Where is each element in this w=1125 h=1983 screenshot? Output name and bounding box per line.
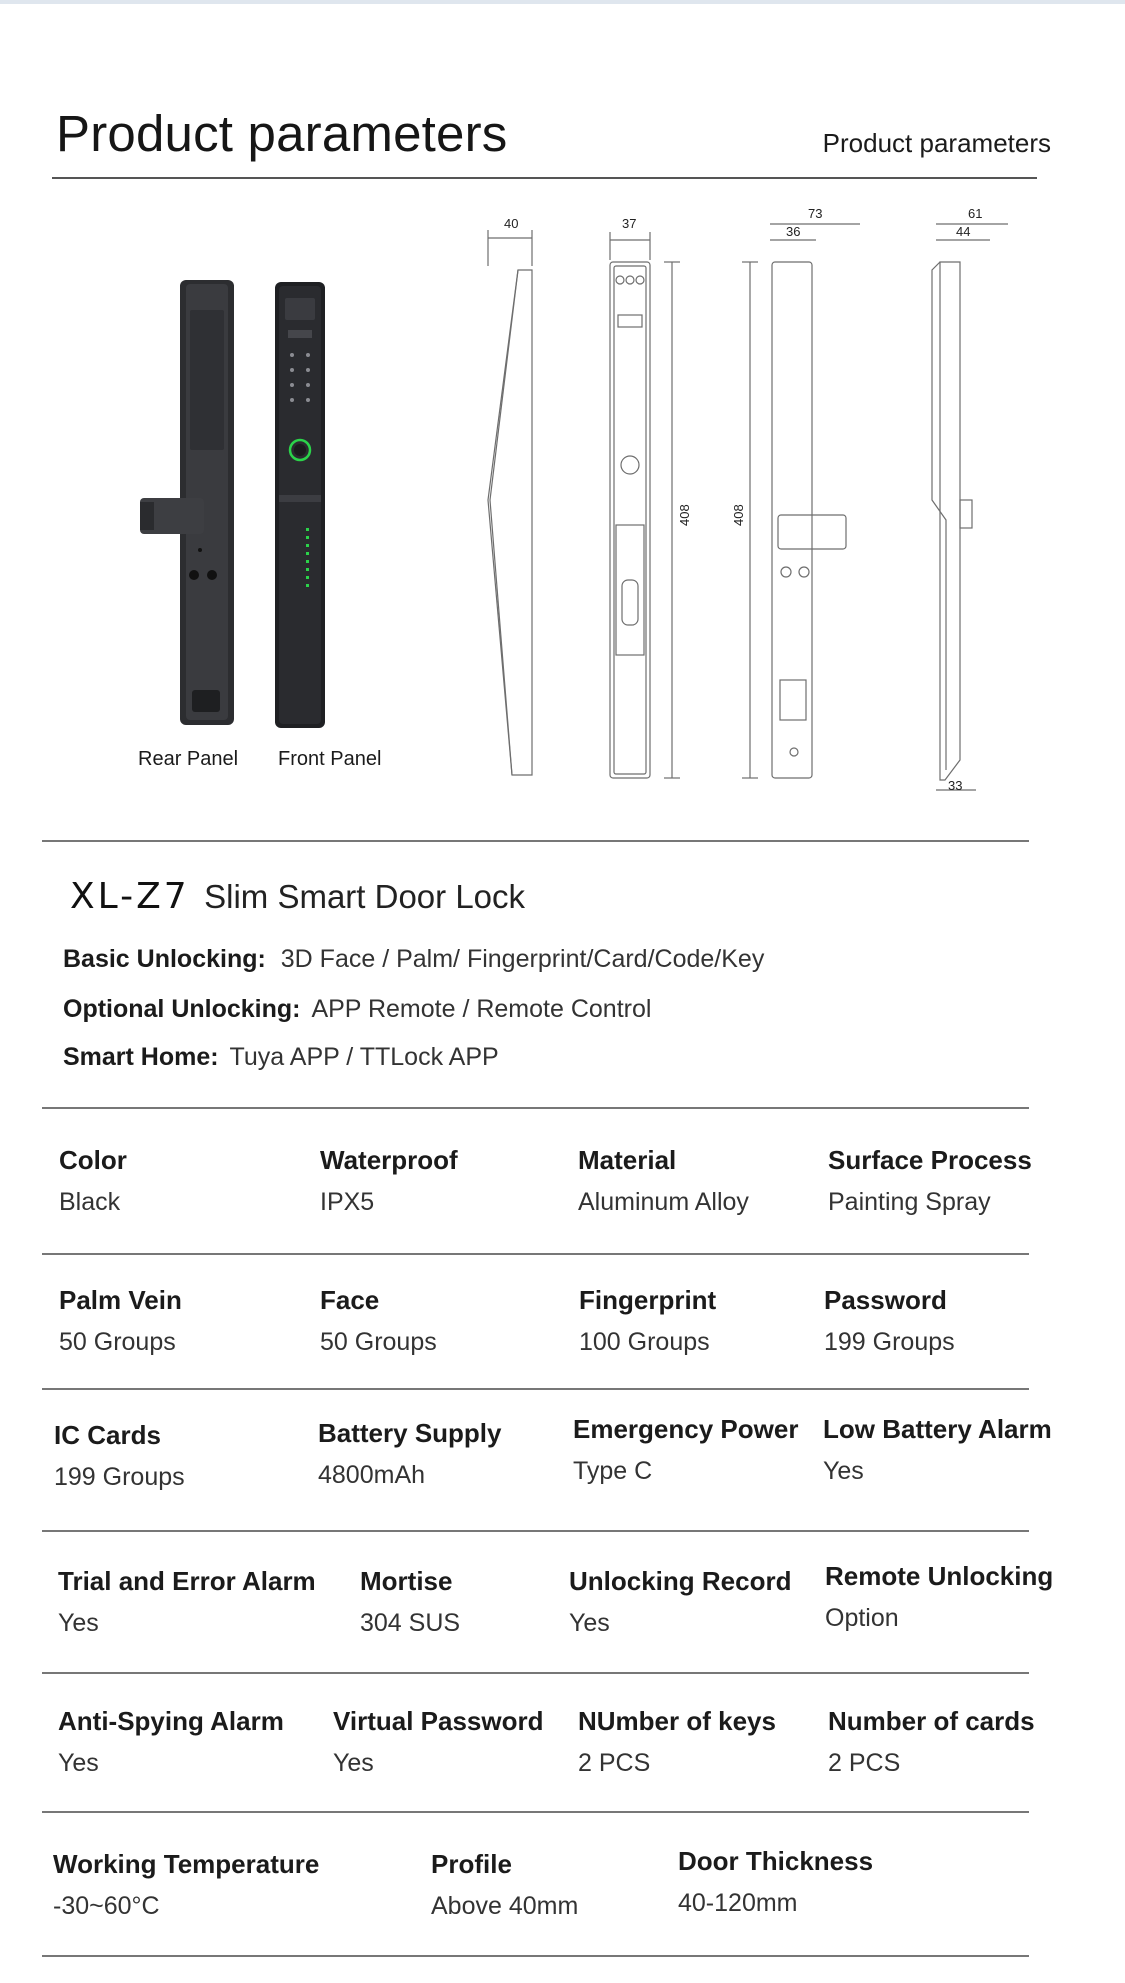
section-divider [42, 1107, 1029, 1109]
spec-value: Aluminum Alloy [578, 1188, 749, 1216]
dim-label-37: 37 [622, 216, 637, 231]
header-divider [52, 177, 1037, 179]
dim-label-33: 33 [948, 778, 963, 793]
spec-value: 199 Groups [54, 1463, 185, 1491]
spec-value: 2 PCS [828, 1749, 901, 1777]
spec-label: Profile [431, 1849, 512, 1879]
spec-value: 50 Groups [59, 1328, 176, 1356]
spec-label: Working Temperature [53, 1849, 320, 1879]
spec-value: Option [825, 1604, 899, 1632]
side-view-left [488, 230, 532, 775]
spec-label: Palm Vein [59, 1285, 182, 1315]
page-title: Product parameters [56, 105, 508, 162]
front-panel-caption: Front Panel [278, 748, 382, 770]
spec-profile [431, 1849, 578, 1921]
spec-fingerprint [579, 1285, 716, 1357]
front-view [610, 232, 680, 778]
spec-value: 304 SUS [360, 1609, 461, 1637]
rear-panel-caption: Rear Panel [138, 748, 239, 770]
spec-mortise [360, 1566, 460, 1638]
spec-value: 100 Groups [579, 1328, 710, 1356]
dim-label-44: 44 [956, 224, 971, 239]
model-name: Slim Smart Door Lock [204, 878, 526, 915]
dim-label-height-front: 408 [677, 504, 692, 526]
spec-value: 40-120mm [678, 1889, 798, 1917]
smart-home-value: Tuya APP / TTLock APP [229, 1043, 499, 1071]
spec-label: Waterproof [320, 1145, 458, 1175]
spec-label: Color [59, 1145, 127, 1175]
spec-label: Surface Process [828, 1145, 1032, 1175]
spec-battery-supply [318, 1418, 502, 1490]
model-heading [70, 876, 525, 917]
spec-label: NUmber of keys [578, 1706, 776, 1736]
spec-label: Emergency Power [573, 1414, 799, 1444]
spec-value: 50 Groups [320, 1328, 437, 1356]
spec-value: IPX5 [320, 1188, 375, 1216]
spec-value: Black [59, 1188, 121, 1216]
spec-label: Anti-Spying Alarm [58, 1706, 284, 1736]
spec-label: Battery Supply [318, 1418, 502, 1448]
spec-password [824, 1285, 955, 1357]
spec-number-of-cards [828, 1706, 1035, 1778]
spec-label: Material [578, 1145, 677, 1175]
spec-face [320, 1285, 437, 1357]
section-divider [42, 1955, 1029, 1957]
spec-remote-unlocking [825, 1561, 1053, 1633]
dim-label-61: 61 [968, 206, 983, 221]
spec-low-battery-alarm [823, 1414, 1052, 1486]
spec-unlocking-record [569, 1566, 791, 1638]
unlocking-basic-label: Basic Unlocking: [63, 945, 266, 973]
spec-label: Fingerprint [579, 1285, 717, 1315]
section-divider [42, 1811, 1029, 1813]
dim-label-height-back: 408 [731, 504, 746, 526]
page-subtitle: Product parameters [822, 128, 1051, 158]
spec-label: Number of cards [828, 1706, 1035, 1736]
spec-working-temperature [53, 1849, 319, 1921]
section-divider [42, 1388, 1029, 1390]
unlocking-optional-label: Optional Unlocking: [63, 995, 301, 1023]
unlocking-optional-value: APP Remote / Remote Control [311, 995, 652, 1023]
spec-color [59, 1145, 127, 1217]
spec-value: Yes [58, 1609, 99, 1637]
spec-value: Yes [823, 1457, 864, 1485]
spec-label: Face [320, 1285, 380, 1315]
spec-value: Above 40mm [431, 1892, 579, 1920]
spec-material [578, 1145, 749, 1217]
spec-door-thickness [678, 1846, 873, 1918]
smart-home [63, 1043, 499, 1072]
unlocking-basic [63, 945, 764, 974]
spec-ic-cards [54, 1420, 185, 1492]
spec-anti-spying-alarm [58, 1706, 284, 1778]
dim-label-36: 36 [786, 224, 801, 239]
front-panel-image [275, 282, 325, 728]
lock-product-photo [120, 270, 420, 740]
spec-emergency-power [573, 1414, 798, 1486]
model-code: XL-Z7 [70, 876, 190, 917]
spec-virtual-password [333, 1706, 544, 1778]
spec-label: Door Thickness [678, 1846, 874, 1876]
spec-label: Remote Unlocking [825, 1561, 1054, 1591]
back-view [742, 224, 860, 778]
unlocking-optional [63, 995, 651, 1024]
side-view-right [932, 224, 1008, 790]
spec-value: Yes [58, 1749, 99, 1777]
section-divider [42, 1530, 1029, 1532]
dimension-drawing [470, 200, 1030, 800]
spec-value: 2 PCS [578, 1749, 651, 1777]
spec-label: Unlocking Record [569, 1566, 792, 1596]
dim-label-73: 73 [808, 206, 823, 221]
spec-label: IC Cards [54, 1420, 161, 1450]
spec-value: Type C [573, 1457, 653, 1485]
spec-value: Yes [333, 1749, 374, 1777]
spec-label: Mortise [360, 1566, 453, 1596]
spec-waterproof [320, 1145, 458, 1217]
spec-label: Password [824, 1285, 947, 1315]
top-edge-line [0, 0, 1125, 4]
smart-home-label: Smart Home: [63, 1043, 219, 1071]
section-divider [42, 840, 1029, 842]
spec-value: Painting Spray [828, 1188, 991, 1216]
spec-label: Trial and Error Alarm [58, 1566, 316, 1596]
spec-value: 4800mAh [318, 1461, 426, 1489]
spec-number-of-keys [578, 1706, 776, 1778]
spec-label: Virtual Password [333, 1706, 544, 1736]
section-divider [42, 1253, 1029, 1255]
section-divider [42, 1672, 1029, 1674]
spec-surface-process [828, 1145, 1032, 1217]
spec-trial-error-alarm [58, 1566, 316, 1638]
spec-palm-vein [59, 1285, 182, 1357]
spec-value: Yes [569, 1609, 610, 1637]
dim-label-40: 40 [504, 216, 519, 231]
unlocking-basic-value: 3D Face / Palm/ Fingerprint/Card/Code/Key [280, 945, 765, 973]
rear-panel-image [140, 280, 234, 725]
spec-label: Low Battery Alarm [823, 1414, 1052, 1444]
spec-value: -30~60°C [53, 1892, 160, 1920]
spec-value: 199 Groups [824, 1328, 955, 1356]
